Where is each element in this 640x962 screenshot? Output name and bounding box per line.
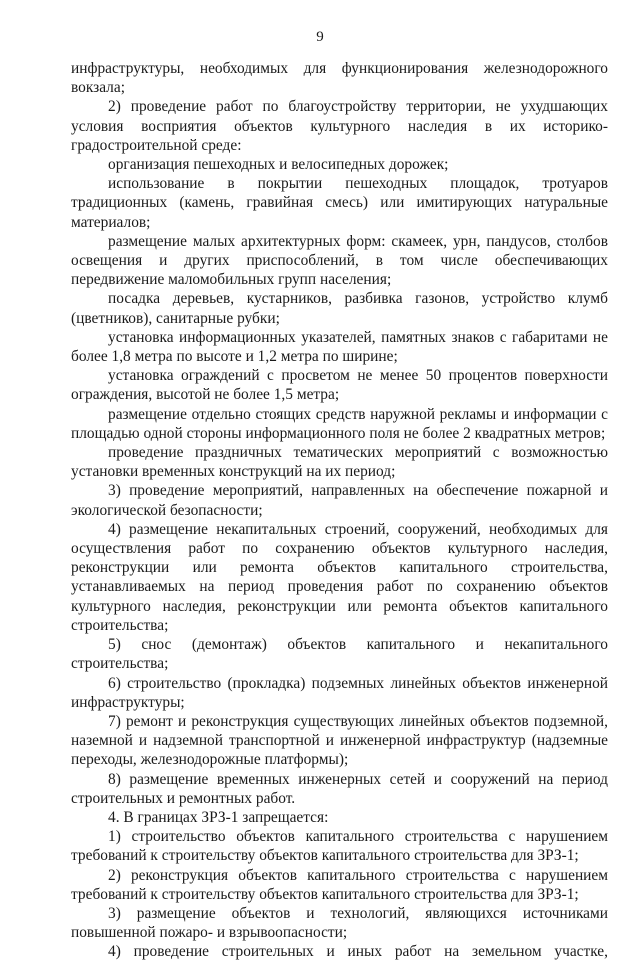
paragraph: установка информационных указателей, памятных знаков с габаритами не более 1,8 метра по высоте и 1,2 метра по ширине; — [71, 328, 608, 366]
paragraph: размещение малых архитектурных форм: скамеек, урн, пандусов, столбов освещения и других приспособлений, в том числе обеспечивающих передвижение маломобильных групп населения; — [71, 232, 608, 289]
document-body — [71, 59, 608, 962]
paragraph: 4) размещение некапитальных строений, сооружений, необходимых для осуществления работ по сохранению объектов культурного наследия, реконструкции или ремонта объектов капитального строительства, устанавливаемых на период проведения работ по сохранению объектов культурного наследия, реконструкции или ремонта объектов капитального строительства; — [71, 520, 608, 634]
paragraph: инфраструктуры, необходимых для функционирования железнодорожного вокзала; — [71, 60, 608, 97]
paragraph: 2) проведение работ по благоустройству территории, не ухудшающих условия восприятия объектов культурного наследия в их историко-градостроительной среде: — [71, 98, 608, 154]
paragraph: посадка деревьев, кустарников, разбивка газонов, устройство клумб (цветников), санитарные рубки; — [71, 290, 608, 327]
paragraph: использование в покрытии пешеходных площадок, тротуаров традиционных (камень, гравийная смесь) или имитирующих натуральные материалов; — [71, 175, 608, 231]
paragraph: установка ограждений с просветом не менее 50 процентов поверхности ограждения, высотой не более 1,5 метра; — [71, 367, 608, 404]
paragraph: 5) снос (демонтаж) объектов капитального и некапитального строительства; — [71, 636, 608, 673]
paragraph: 7) ремонт и реконструкция существующих линейных объектов подземной, наземной и надземной транспортной и инженерной инфраструктур (надземные переходы, железнодорожные платформы); — [71, 712, 608, 769]
paragraph: 6) строительство (прокладка) подземных линейных объектов инженерной инфраструктуры; — [71, 674, 608, 711]
paragraph: 3) размещение объектов и технологий, являющихся источниками повышенной пожаро- и взрывоопасности; — [71, 904, 608, 942]
paragraph: 1) строительство объектов капитального строительства с нарушением требований к строительству объектов капитального строительства для ЗРЗ-1; — [71, 828, 608, 865]
paragraph: 3) проведение мероприятий, направленных на обеспечение пожарной и экологической безопасности; — [71, 482, 608, 519]
paragraph: 8) размещение временных инженерных сетей и сооружений на период строительных и ремонтных работ. — [71, 770, 608, 807]
page-number: 9 — [316, 29, 324, 45]
paragraph: 2) реконструкция объектов капитального строительства с нарушением требований к строительству объектов капитального строительства для ЗРЗ-1; — [71, 866, 608, 903]
paragraph: 4) проведение строительных и иных работ на земельном участке, — [108, 943, 608, 961]
paragraph: размещение отдельно стоящих средств наружной рекламы и информации с площадью одной стороны информационного поля не более 2 квадратных метров; — [71, 405, 608, 442]
section-heading: 4. В границах ЗРЗ-1 запрещается: — [108, 808, 329, 826]
paragraph: проведение праздничных тематических мероприятий с возможностью установки временных конструкций на их период; — [71, 444, 608, 481]
paragraph: организация пешеходных и велосипедных дорожек; — [108, 156, 449, 174]
